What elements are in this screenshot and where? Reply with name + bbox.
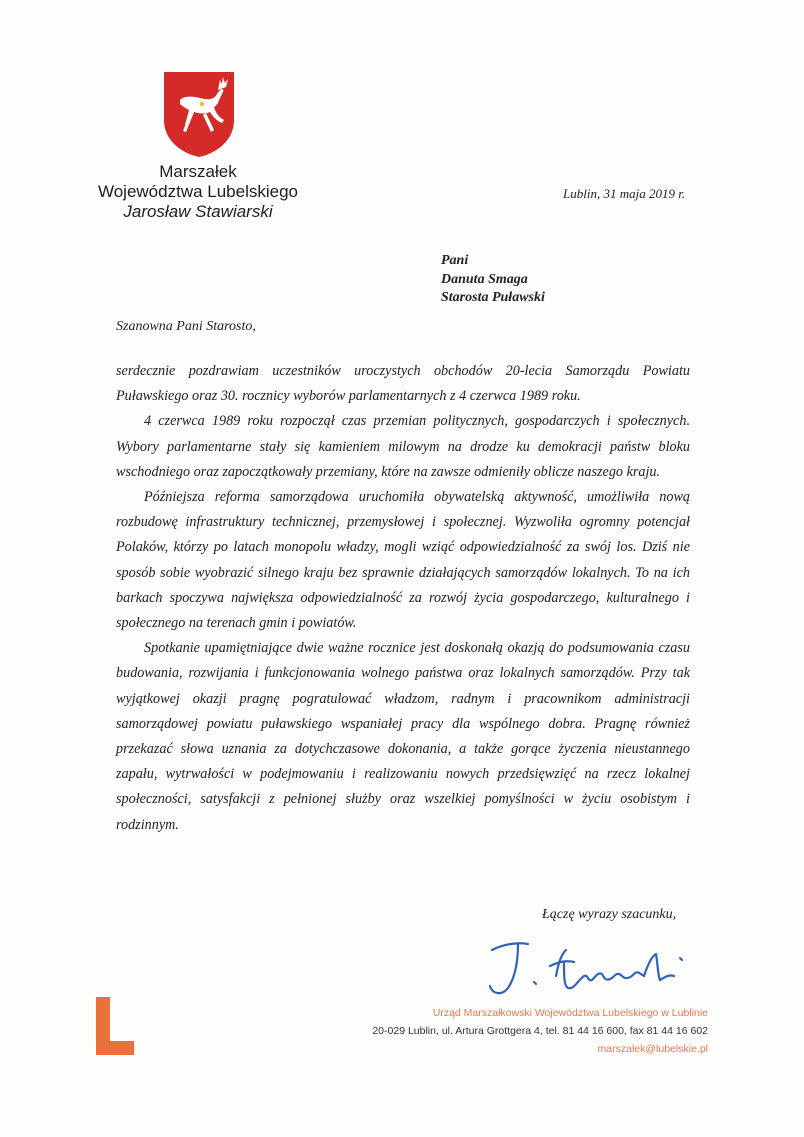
- deer-ornament: [200, 102, 204, 106]
- letterhead-footer: [372, 1004, 708, 1058]
- sender-title-line1: Marszałek: [159, 162, 237, 181]
- sender-title-line2: Województwa Lubelskiego: [97, 182, 299, 201]
- salutation: Szanowna Pani Starosto,: [116, 319, 256, 334]
- recipient-line2: Danuta Smaga: [441, 271, 528, 287]
- lubelskie-logo-icon: [96, 997, 134, 1055]
- paragraph-3: Późniejsza reforma samorządowa uruchomiła obywatelską aktywność, umożliwiła nową rozbudowę infrastruktury technicznej, przemysłowej i społecznej. Wyzwoliła ogromny potencjał Polaków, którzy po latach monopolu władzy, mogli wziąć odpowiedzialność za swój los. Dziś nie sposób sobie wyobrazić silnego kraju bez sprawnie działających samorządów lokalnych. To na ich barkach spoczywa największa odpowiedzialność za rozwój życia gospodarczego, kulturalnego i społecznego na terenach gmin i powiatów.: [116, 489, 690, 632]
- sender-header: [78, 162, 318, 222]
- closing-line: Łączę wyrazy szacunku,: [542, 907, 677, 922]
- recipient-line1: Pani: [441, 253, 469, 268]
- footer-email[interactable]: marszalek@lubelskie.pl: [597, 1043, 708, 1055]
- handwritten-signature: [484, 936, 724, 1002]
- letter-date: Lublin, 31 maja 2019 r.: [563, 186, 686, 201]
- letter-body: [116, 359, 690, 838]
- footer-organization: Urząd Marszałkowski Województwa Lubelskiego w Lublinie: [432, 1007, 708, 1019]
- paragraph-1: serdecznie pozdrawiam uczestników uroczystych obchodów 20-lecia Samorządu Powiatu Puławskiego oraz 30. rocznicy wyborów parlamentarnych z 4 czerwca 1989 roku.: [116, 363, 690, 405]
- sender-name: Jarosław Stawiarski: [123, 202, 273, 221]
- footer-address: 20-029 Lublin, ul. Artura Grottgera 4, tel. 81 44 16 600, fax 81 44 16 602: [372, 1025, 708, 1037]
- recipient-line3: Starosta Puławski: [441, 290, 545, 305]
- paragraph-2: 4 czerwca 1989 roku rozpoczął czas przemian politycznych, gospodarczych i społecznych. Wybory parlamentarne stały się kamieniem milowym na drodze ku demokracji państw bloku wschodniego oraz zapoczątkowały przemiany, które na zawsze odmieniły oblicze naszego kraju.: [116, 413, 690, 480]
- recipient-block: [441, 252, 545, 308]
- coat-of-arms-icon: [162, 70, 236, 158]
- paragraph-4: Spotkanie upamiętniające dwie ważne rocznice jest doskonałą okazją do podsumowania czasu budowania, rozwijania i funkcjonowania wolnego państwa oraz lokalnych samorządów. Przy tak wyjątkowej okazji pragnę pogratulować władzom, radnym i pracownikom administracji samorządowej powiatu puławskiego wspaniałej pracy dla wspólnego dobra. Pragnę również przekazać słowa uznania za dotychczasowe dokonania, a także gorące życzenia nieustannego zapału, wytrwałości w podejmowaniu i realizowaniu nowych przedsięwzięć na rzecz lokalnej społeczności, satysfakcji z pełnionej służby oraz wszelkiej pomyślności w życiu osobistym i rodzinnym.: [116, 640, 690, 833]
